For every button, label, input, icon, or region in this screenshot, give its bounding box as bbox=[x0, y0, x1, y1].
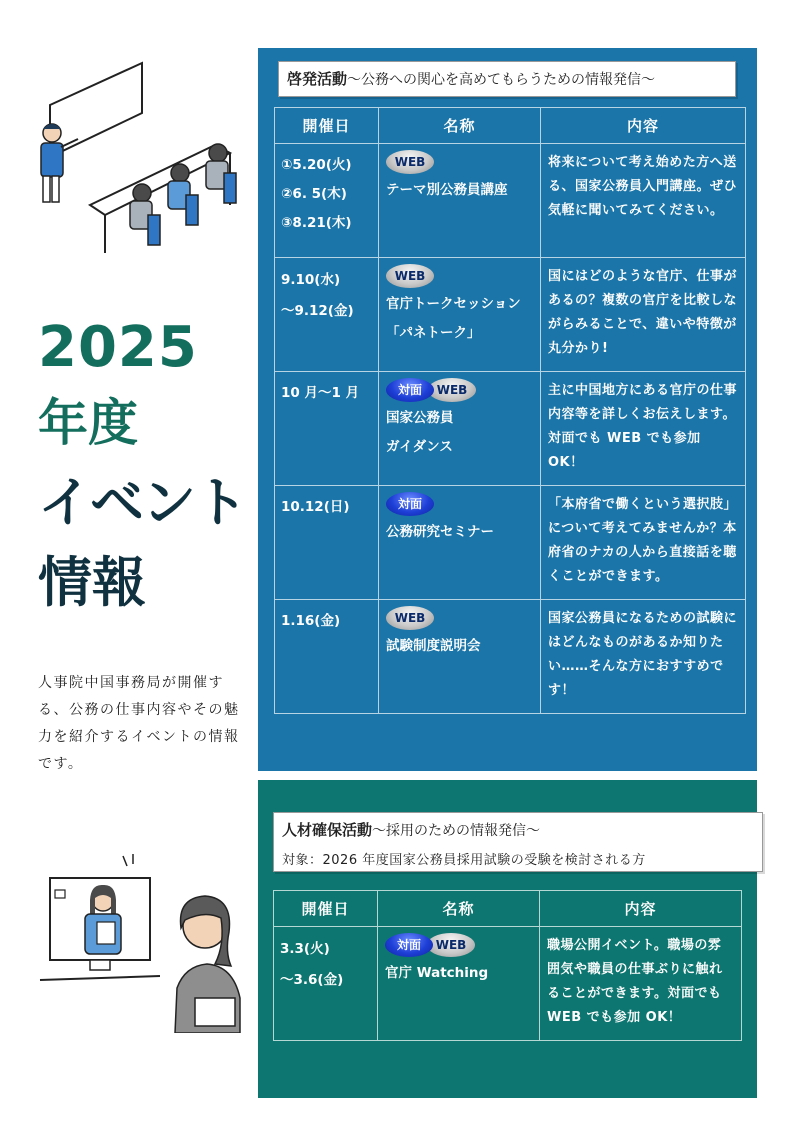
col-name: 名称 bbox=[378, 891, 540, 927]
title-event: イベント bbox=[38, 471, 246, 534]
event-desc: 将来について考え始めた方へ送る、国家公務員入門講座。ぜひ気軽に聞いてみてください。 bbox=[541, 144, 746, 258]
event-desc: 国家公務員になるための試験にはどんなものがあるか知りたい……そんな方におすすめです！ bbox=[541, 600, 746, 714]
jinzai-target: 対象：2026 年度国家公務員採用試験の受験を検討される方 bbox=[282, 853, 646, 868]
event-desc: 国にはどのような官庁、仕事があるの？複数の官庁を比較しながらみることで、違いや特徴が丸分かり! bbox=[541, 258, 746, 372]
intro-text: 人事院中国事務局が開催する、公務の仕事内容やその魅力を紹介するイベントの情報です。 bbox=[38, 675, 240, 772]
table-row bbox=[275, 372, 746, 486]
table-row bbox=[275, 258, 746, 372]
col-content: 内容 bbox=[540, 891, 742, 927]
event-date: 10.12(日) bbox=[275, 486, 379, 600]
keihatsu-panel bbox=[258, 48, 757, 771]
in-person-badge: 対面 bbox=[386, 492, 434, 516]
table-header-row bbox=[275, 108, 746, 144]
event-date: 3.3(火) ～3.6(金) bbox=[274, 927, 378, 1041]
event-desc: 「本府省で働くという選択肢」について考えてみませんか？本府省のナカの人から直接話を聴くことができます。 bbox=[541, 486, 746, 600]
keihatsu-header bbox=[278, 61, 736, 97]
table-row bbox=[275, 144, 746, 258]
col-name: 名称 bbox=[379, 108, 541, 144]
page-title bbox=[38, 315, 258, 614]
table-header-row bbox=[274, 891, 742, 927]
lecture-illustration bbox=[30, 55, 245, 265]
event-name: WEB 試験制度説明会 bbox=[379, 600, 541, 714]
keihatsu-heading: 啓発活動 bbox=[287, 70, 348, 88]
jinzai-panel bbox=[258, 780, 757, 1098]
title-joho: 情報 bbox=[38, 551, 146, 614]
col-content: 内容 bbox=[541, 108, 746, 144]
keihatsu-table bbox=[274, 107, 746, 714]
table-row bbox=[275, 600, 746, 714]
title-year: 2025 bbox=[38, 315, 198, 380]
web-badge: WEB bbox=[428, 378, 476, 402]
event-date: 1.16(金) bbox=[275, 600, 379, 714]
event-desc: 主に中国地方にある官庁の仕事内容等を詳しくお伝えします。対面でも WEB でも参加 OK！ bbox=[541, 372, 746, 486]
web-badge: WEB bbox=[386, 150, 434, 174]
web-badge: WEB bbox=[427, 933, 475, 957]
event-date: 10 月～1 月 bbox=[275, 372, 379, 486]
title-nendo: 年度 bbox=[38, 394, 138, 452]
event-name: 対面 WEB 国家公務員 ガイダンス bbox=[379, 372, 541, 486]
in-person-badge: 対面 bbox=[386, 378, 434, 402]
jinzai-subtitle: ～採用のための情報発信～ bbox=[372, 823, 541, 839]
event-date: 9.10(水) ～9.12(金) bbox=[275, 258, 379, 372]
event-name: 対面 WEB 官庁 Watching bbox=[378, 927, 540, 1041]
jinzai-heading: 人材確保活動 bbox=[282, 821, 373, 839]
event-desc: 職場公開イベント。職場の雰囲気や職員の仕事ぶりに触れることができます。対面でも WEB でも参加 OK！ bbox=[540, 927, 742, 1041]
jinzai-header bbox=[273, 812, 763, 872]
col-date: 開催日 bbox=[274, 891, 378, 927]
event-date: ①5.20(火) ②6. 5(木) ③8.21(木) bbox=[275, 144, 379, 258]
web-badge: WEB bbox=[386, 264, 434, 288]
jinzai-table bbox=[273, 890, 742, 1041]
event-name: 対面 公務研究セミナー bbox=[379, 486, 541, 600]
col-date: 開催日 bbox=[275, 108, 379, 144]
event-name: WEB テーマ別公務員講座 bbox=[379, 144, 541, 258]
table-row bbox=[274, 927, 742, 1041]
keihatsu-subtitle: ～公務への関心を高めてもらうための情報発信～ bbox=[347, 72, 656, 88]
web-badge: WEB bbox=[386, 606, 434, 630]
online-meeting-illustration bbox=[35, 848, 250, 1033]
event-name: WEB 官庁トークセッション 「パネトーク」 bbox=[379, 258, 541, 372]
table-row bbox=[275, 486, 746, 600]
in-person-badge: 対面 bbox=[385, 933, 433, 957]
